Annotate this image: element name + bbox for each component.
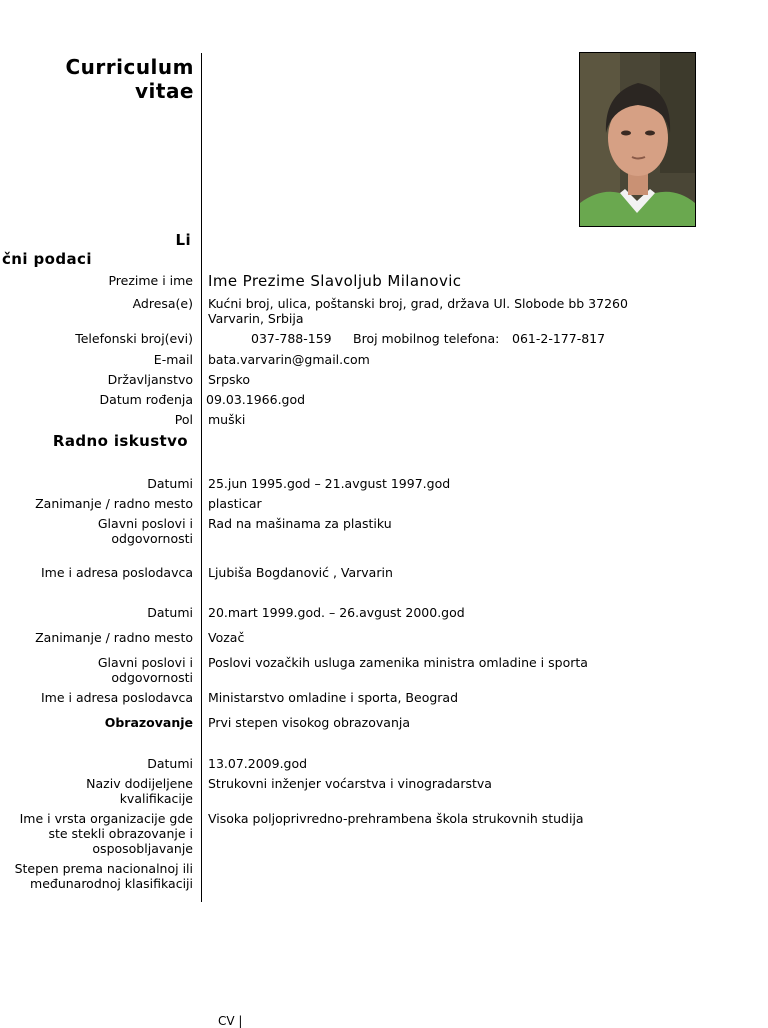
job1-employer: Ljubiša Bogdanović , Varvarin	[208, 565, 393, 580]
email-label: E-mail	[153, 352, 193, 367]
education-dates-label: Datumi	[147, 756, 193, 771]
job1-occupation: plasticar	[208, 496, 262, 511]
job2-dates-label: Datumi	[147, 605, 193, 620]
mobile-label: Broj mobilnog telefona:	[353, 331, 500, 346]
org-label-line3: osposobljavanje	[92, 841, 193, 856]
mobile-value: 061-2-177-817	[512, 331, 606, 346]
job1-duties: Rad na mašinama za plastiku	[208, 516, 392, 531]
education-dates: 13.07.2009.god	[208, 756, 308, 771]
org-label-line1: Ime i vrsta organizacije gde	[19, 811, 193, 826]
job1-occupation-label: Zanimanje / radno mesto	[35, 496, 193, 511]
page-title	[65, 55, 194, 103]
email-value: bata.varvarin@gmail.com	[208, 352, 370, 367]
phone-value: 037-788-159	[251, 331, 332, 346]
job1-dates-label: Datumi	[147, 476, 193, 491]
org-value: Visoka poljoprivredno-prehrambena škola strukovnih studija	[208, 811, 584, 826]
job1-dates: 25.jun 1995.god – 21.avgust 1997.god	[208, 476, 451, 491]
section-personal-line2: čni podaci	[2, 250, 92, 268]
education-level: Prvi stepen visokog obrazovanja	[208, 715, 411, 730]
job2-occupation-label: Zanimanje / radno mesto	[35, 630, 193, 645]
job1-duties-label-line1: Glavni poslovi i	[97, 516, 193, 531]
portrait-image	[580, 53, 695, 226]
gender-value: muški	[208, 412, 246, 427]
job2-employer-label: Ime i adresa poslodavca	[40, 690, 193, 705]
section-education: Obrazovanje	[104, 715, 193, 730]
org-label-line2: ste stekli obrazovanje i	[48, 826, 193, 841]
citizenship-value: Srpsko	[208, 372, 250, 387]
section-personal-line1: Li	[175, 231, 191, 249]
address-value-line1: Kućni broj, ulica, poštanski broj, grad, država Ul. Slobode bb 37260	[208, 296, 628, 311]
gender-label: Pol	[174, 412, 193, 427]
title-line-2: vitae	[134, 79, 194, 103]
qualification-value: Strukovni inženjer voćarstva i vinogradarstva	[208, 776, 492, 791]
job2-duties: Poslovi vozačkih usluga zamenika ministra omladine i sporta	[208, 655, 588, 670]
job2-occupation: Vozač	[208, 630, 245, 645]
citizenship-label: Državljanstvo	[107, 372, 193, 387]
job1-employer-label: Ime i adresa poslodavca	[40, 565, 193, 580]
birthdate-label: Datum rođenja	[99, 392, 193, 407]
job2-dates: 20.mart 1999.god. – 26.avgust 2000.god	[208, 605, 465, 620]
qualification-label-line1: Naziv dodijeljene	[86, 776, 193, 791]
title-line-1: Curriculum	[65, 55, 194, 79]
job2-duties-label-line1: Glavni poslovi i	[97, 655, 193, 670]
job2-duties-label-line2: odgovornosti	[111, 670, 193, 685]
job1-duties-label-line2: odgovornosti	[111, 531, 193, 546]
phone-label: Telefonski broj(evi)	[75, 331, 193, 346]
page-footer: CV |	[218, 1014, 243, 1028]
job2-employer: Ministarstvo omladine i sporta, Beograd	[208, 690, 459, 705]
name-label: Prezime i ime	[108, 273, 193, 288]
section-experience: Radno iskustvo	[52, 432, 188, 450]
address-label: Adresa(e)	[132, 296, 193, 311]
classification-label-line2: međunarodnoj klasifikaciji	[30, 876, 193, 891]
qualification-label-line2: kvalifikacije	[119, 791, 193, 806]
profile-photo	[579, 52, 696, 227]
birthdate-value: 09.03.1966.god	[206, 392, 306, 407]
classification-label-line1: Stepen prema nacionalnoj ili	[14, 861, 193, 876]
name-value: Ime Prezime Slavoljub Milanovic	[208, 272, 462, 290]
address-value-line2: Varvarin, Srbija	[208, 311, 304, 326]
column-divider	[201, 53, 202, 902]
